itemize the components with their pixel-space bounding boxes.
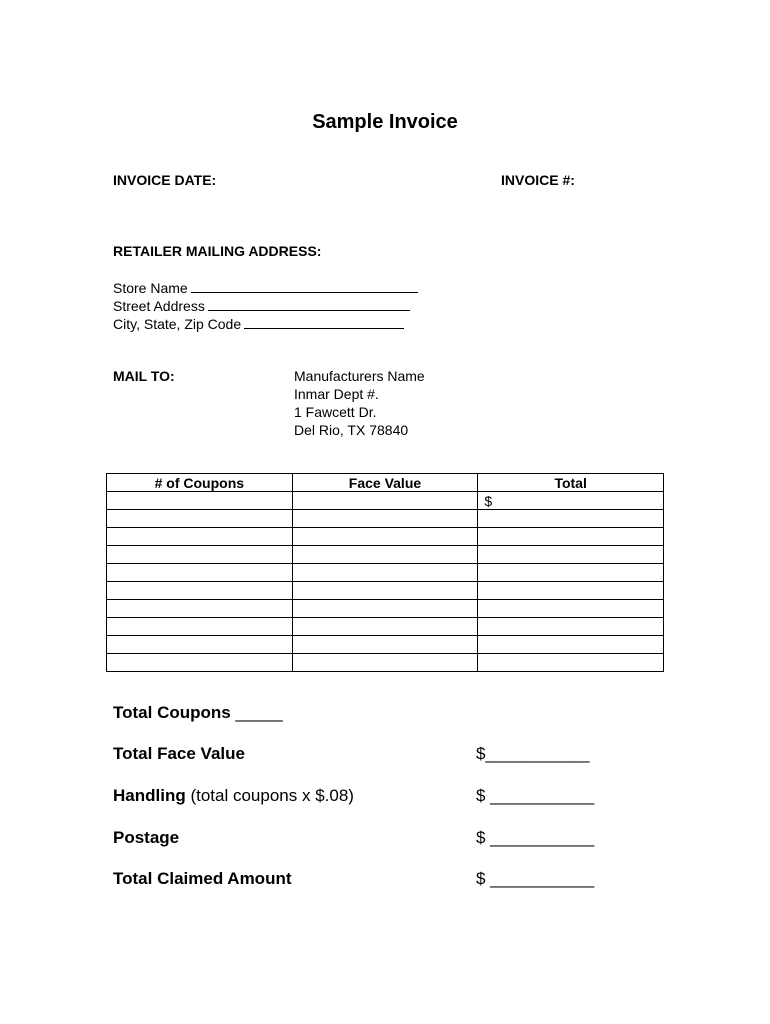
store-name-blank[interactable] (191, 278, 418, 293)
handling-row (113, 786, 354, 806)
cell-face-value[interactable] (292, 618, 478, 636)
cell-face-value[interactable] (292, 582, 478, 600)
store-name-label: Store Name (113, 280, 188, 296)
invoice-date-label: INVOICE DATE: (113, 172, 217, 188)
handling-label: Handling (113, 786, 186, 805)
mail-to-line: Inmar Dept #. (294, 386, 379, 402)
header-face-value: Face Value (292, 474, 478, 492)
cell-total[interactable] (478, 636, 664, 654)
cell-total[interactable] (478, 510, 664, 528)
cell-face-value[interactable] (292, 492, 478, 510)
table-row (107, 528, 664, 546)
mail-to-address (294, 367, 425, 439)
handling-note: (total coupons x $.08) (190, 786, 354, 805)
table-row (107, 618, 664, 636)
cell-total[interactable] (478, 582, 664, 600)
table-row (107, 654, 664, 672)
cell-coupons[interactable] (107, 528, 293, 546)
cell-face-value[interactable] (292, 528, 478, 546)
cell-coupons[interactable] (107, 636, 293, 654)
cell-face-value[interactable] (292, 510, 478, 528)
cell-total[interactable] (478, 564, 664, 582)
mail-to-line: Manufacturers Name (294, 368, 425, 384)
table-row (107, 546, 664, 564)
coupons-table (106, 473, 664, 672)
table-row (107, 510, 664, 528)
mail-to-label: MAIL TO: (113, 368, 175, 384)
total-face-value-label: Total Face Value (113, 744, 245, 763)
street-address-field[interactable] (113, 296, 410, 315)
store-name-field[interactable] (113, 278, 418, 297)
invoice-number-label: INVOICE #: (501, 172, 575, 188)
cell-total[interactable] (478, 546, 664, 564)
mail-to-line: 1 Fawcett Dr. (294, 404, 377, 420)
handling-amount[interactable]: $ ___________ (476, 786, 595, 805)
total-claimed-row (113, 869, 292, 889)
city-state-zip-field[interactable] (113, 314, 404, 333)
cell-coupons[interactable] (107, 564, 293, 582)
cell-coupons[interactable] (107, 510, 293, 528)
total-coupons-label: Total Coupons (113, 703, 231, 722)
cell-total[interactable]: $ (478, 492, 664, 510)
cell-total[interactable] (478, 600, 664, 618)
table-row (107, 600, 664, 618)
mail-to-line: Del Rio, TX 78840 (294, 422, 409, 438)
cell-coupons[interactable] (107, 492, 293, 510)
total-coupons-row (113, 703, 283, 723)
postage-amount[interactable]: $ ___________ (476, 828, 595, 847)
total-face-value-row (113, 744, 245, 764)
cell-coupons[interactable] (107, 654, 293, 672)
postage-label: Postage (113, 828, 180, 847)
cell-total[interactable] (478, 528, 664, 546)
total-claimed-label: Total Claimed Amount (113, 869, 292, 888)
cell-face-value[interactable] (292, 564, 478, 582)
cell-coupons[interactable] (107, 546, 293, 564)
city-state-zip-blank[interactable] (244, 314, 404, 329)
total-face-value-amount[interactable]: $___________ (476, 744, 590, 763)
header-total: Total (478, 474, 664, 492)
cell-face-value[interactable] (292, 600, 478, 618)
street-address-label: Street Address (113, 298, 205, 314)
table-row (107, 582, 664, 600)
total-claimed-amount[interactable]: $ ___________ (476, 869, 595, 888)
cell-face-value[interactable] (292, 546, 478, 564)
cell-total[interactable] (478, 654, 664, 672)
cell-face-value[interactable] (292, 654, 478, 672)
cell-coupons[interactable] (107, 618, 293, 636)
table-row (107, 492, 664, 510)
street-address-blank[interactable] (208, 296, 410, 311)
city-state-zip-label: City, State, Zip Code (113, 316, 242, 332)
cell-face-value[interactable] (292, 636, 478, 654)
postage-row (113, 828, 179, 848)
cell-total[interactable] (478, 618, 664, 636)
total-coupons-blank[interactable]: _____ (235, 703, 283, 722)
page-title: Sample Invoice (312, 111, 458, 133)
table-header-row (107, 474, 664, 492)
table-row (107, 636, 664, 654)
cell-coupons[interactable] (107, 600, 293, 618)
cell-coupons[interactable] (107, 582, 293, 600)
table-row (107, 564, 664, 582)
header-num-coupons: # of Coupons (107, 474, 293, 492)
retailer-address-heading: RETAILER MAILING ADDRESS: (113, 243, 322, 259)
